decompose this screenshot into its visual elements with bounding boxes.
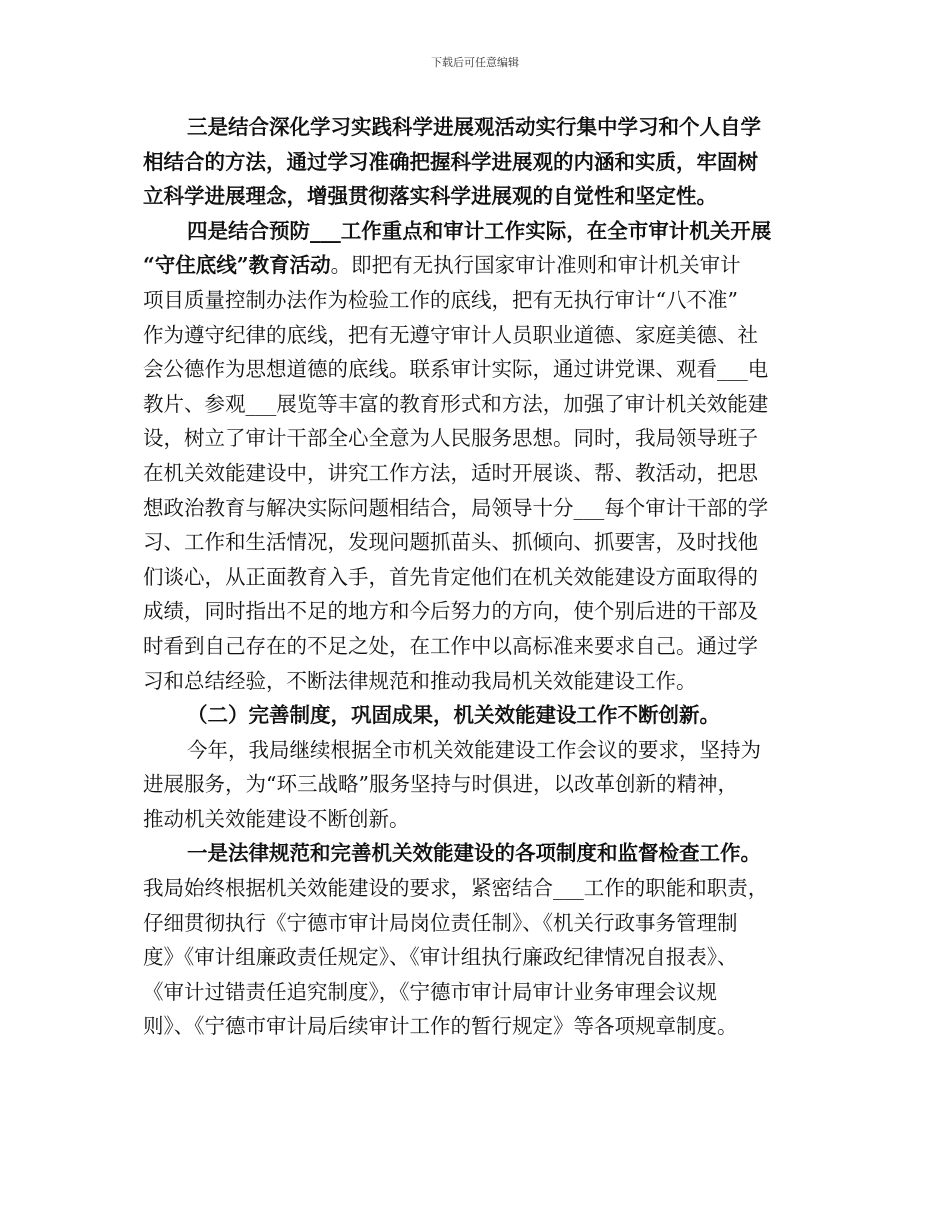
text-line [143,629,813,664]
text-line [143,318,813,353]
body-text: 进展服务，为“环三战略”服务坚持与时俱进，以改革创新的精神， [143,772,738,797]
body-text: 仔细贯彻执行《宁德市审计局岗位责任制》、《机关行政事务管理制 [143,910,738,935]
text-line [143,1009,813,1044]
text-line [143,110,813,145]
body-text: 时看到自己存在的不足之处，在工作中以高标准来要求自己。通过学 [143,633,758,658]
body-text: 则》、《宁德市审计局后续审计工作的暂行规定》等各项规章制度。 [143,1014,738,1039]
bold-text: （二）完善制度，巩固成果，机关效能建设工作不断创新。 [187,703,720,728]
body-text: 《审计过错责任追究制度》，《宁德市审计局审计业务审理会议规 [143,979,717,1004]
paragraph [143,110,813,214]
text-line [143,802,813,837]
text-line [143,594,813,629]
bold-text: 立科学进展理念，增强贯彻落实科学进展观的自觉性和坚定性。 [143,184,717,209]
text-line [143,767,813,802]
text-line [143,283,813,318]
paragraph [143,698,813,733]
text-line [143,906,813,941]
text-line [143,975,813,1010]
text-line [143,940,813,975]
text-line [143,352,813,387]
text-line [143,525,813,560]
bold-text: 三是结合深化学习实践科学进展观活动实行集中学习和个人自学 [187,115,761,139]
paragraph [143,836,813,1044]
text-line [143,664,813,699]
text-line [143,179,813,214]
bold-text: 一是法律规范和完善机关效能建设的各项制度和监督检查工作。 [187,841,761,866]
text-line [143,214,813,249]
text-line [143,733,813,768]
bold-text: “守住底线”教育活动 [143,253,331,278]
body-text: 成绩，同时指出不足的地方和今后努力的方向，使个别后进的干部及 [143,599,758,624]
text-line [143,698,813,733]
body-text: 们谈心，从正面教育入手，首先肯定他们在机关效能建设方面取得的 [143,564,758,589]
text-line [143,421,813,456]
body-text: 度》《审计组廉政责任规定》、《审计组执行廉政纪律情况自报表》、 [143,945,738,970]
body-text: 习和总结经验，不断法律规范和推动我局机关效能建设工作。 [143,668,697,693]
paragraph [143,214,813,698]
body-text: 今年，我局继续根据全市机关效能建设工作会议的要求，坚持为 [187,737,761,762]
paragraph [143,733,813,837]
body-text: 在机关效能建设中，讲究工作方法，适时开展谈、帮、教活动，把思 [143,460,758,485]
body-text: 想政治教育与解决实际问题相结合，局领导十分___每个审计干部的学 [143,495,769,520]
body-text: 教片、参观___展览等丰富的教育形式和方法，加强了审计机关效能建 [143,391,769,416]
bold-text: 四是结合预防___工作重点和审计工作实际，在全市审计机关开展 [187,218,772,243]
text-line [143,248,813,283]
text-line [143,145,813,180]
body-text: 推动机关效能建设不断创新。 [143,806,410,831]
body-text: 作为遵守纪律的底线，把有无遵守审计人员职业道德、家庭美德、社 [143,322,758,347]
bold-text: 相结合的方法，通过学习准确把握科学进展观的内涵和实质，牢固树 [143,149,758,174]
text-line [143,491,813,526]
body-text: 。即把有无执行国家审计准则和审计机关审计 [330,253,741,278]
body-text: 习、工作和生活情况，发现问题抓苗头、抓倾向、抓要害，及时找他 [143,530,758,555]
text-line [143,871,813,906]
body-text: 我局始终根据机关效能建设的要求，紧密结合___工作的职能和职责， [143,876,769,901]
header-note: 下载后可任意编辑 [431,56,519,69]
text-line [143,387,813,422]
body-text: 项目质量控制办法作为检验工作的底线，把有无执行审计“八不准” [143,287,738,312]
document-body [143,110,813,1044]
body-text: 设，树立了审计干部全心全意为人民服务思想。同时，我局领导班子 [143,426,758,451]
text-line [143,456,813,491]
body-text: 会公德作为思想道德的底线。联系审计实际，通过讲党课、观看___电 [143,357,769,382]
text-line [143,560,813,595]
text-line [143,836,813,871]
